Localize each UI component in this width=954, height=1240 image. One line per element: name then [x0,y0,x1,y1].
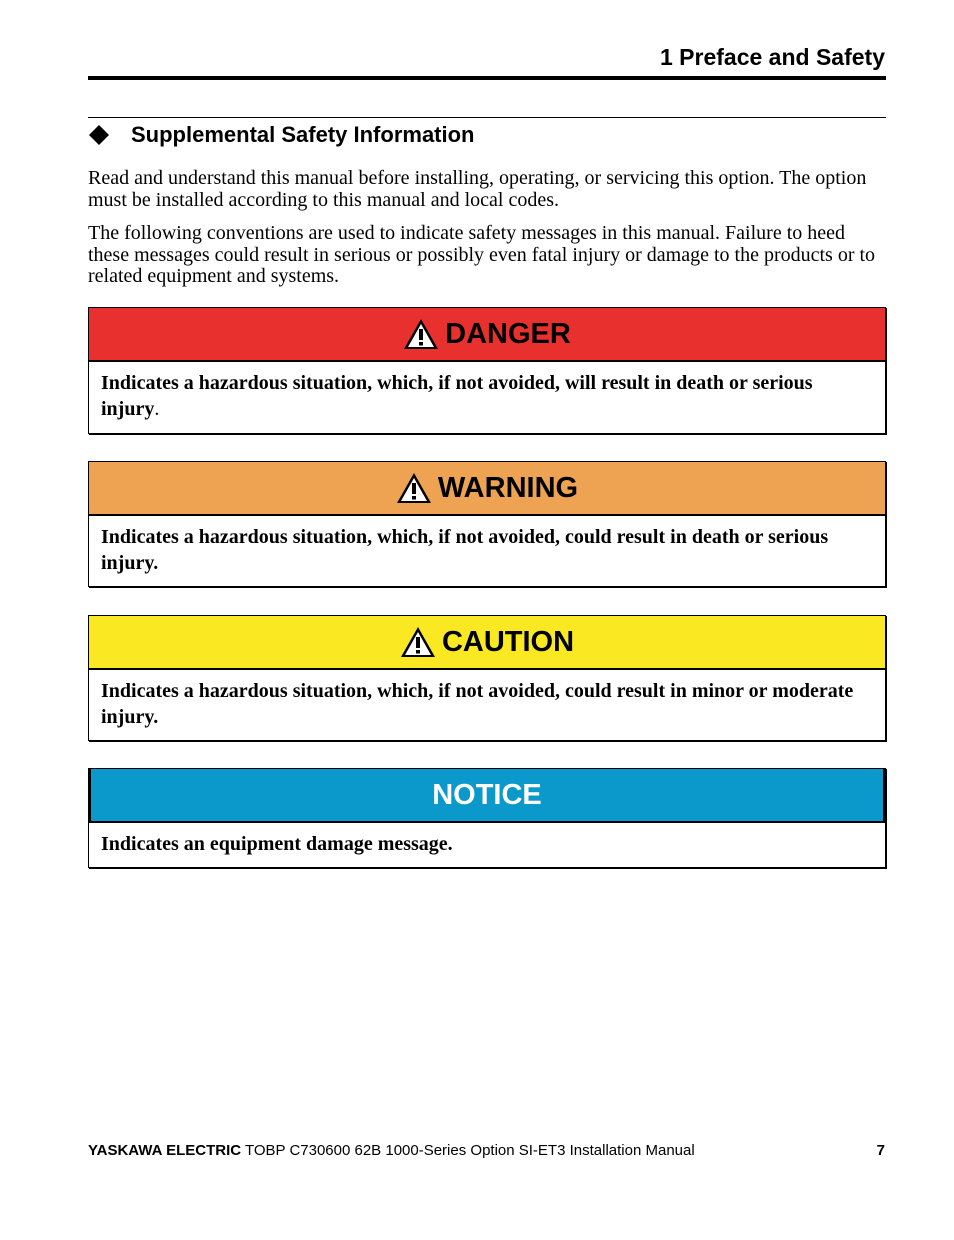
danger-header [89,308,885,362]
page-number: 7 [876,1142,885,1159]
danger-text: Indicates a hazardous situation, which, if not avoided, will result in death or serious injury [101,372,813,420]
warning-triangle-icon [396,472,432,504]
danger-body [89,362,885,430]
danger-period: . [154,398,160,420]
warning-label: WARNING [437,471,579,504]
warning-triangle-icon [400,626,436,658]
caution-body: Indicates a hazardous situation, which, if not avoided, could result in minor or moderate injury. [101,680,854,728]
diamond-icon [88,124,110,146]
section-heading [88,122,475,148]
caution-box [88,615,886,741]
caution-label: CAUTION [441,625,575,658]
notice-header [89,769,885,823]
danger-box [88,307,886,434]
section-rule [88,117,886,118]
footer-doc-info [88,1142,695,1159]
footer-brand: YASKAWA ELECTRIC [88,1142,242,1159]
warning-triangle-icon [403,318,439,350]
notice-body: Indicates an equipment damage message. [101,833,453,855]
chapter-title: 1 Preface and Safety [659,44,885,70]
caution-header [89,616,885,670]
notice-box [88,768,886,868]
header-rule [88,76,886,80]
warning-header [89,462,885,516]
intro-paragraph: Read and understand this manual before installing, operating, or servicing this option. The option must be installed according to this manual and local codes. [88,167,867,211]
conventions-paragraph: The following conventions are used to indicate safety messages in this manual. Failure to heed these messages could result in serious or possibly even fatal injury or damage to the products or to related equipment and systems. [88,222,876,287]
footer-doc-title: TOBP C730600 62B 1000-Series Option SI-ET3 Installation Manual [241,1142,695,1159]
section-heading-text: Supplemental Safety Information [131,122,475,147]
notice-label: NOTICE [432,778,542,811]
warning-body: Indicates a hazardous situation, which, if not avoided, could result in death or serious injury. [101,526,829,574]
danger-label: DANGER [445,317,571,350]
warning-box [88,461,886,587]
